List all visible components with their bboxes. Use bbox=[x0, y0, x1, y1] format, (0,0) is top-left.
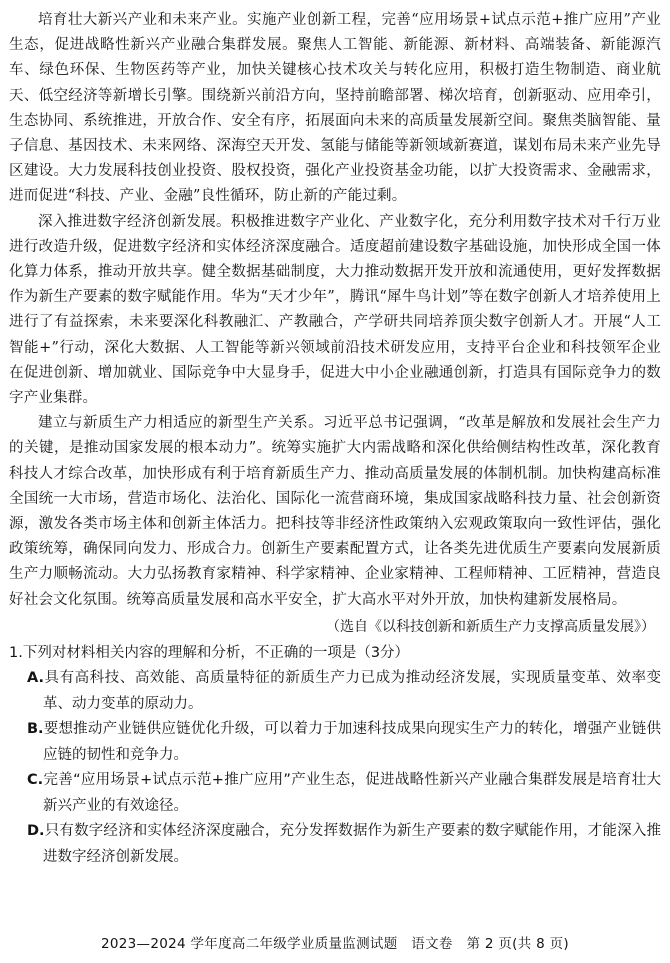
source-citation: （选自《以科技创新和新质生产力支撑高质量发展》） bbox=[326, 618, 655, 635]
question-1 bbox=[9, 641, 661, 871]
option-b[interactable] bbox=[9, 717, 661, 768]
option-text: 完善“应用场景+试点示范+推广应用”产业生态，促进战略性新兴产业融合集群发展是培育壮大新兴产业的有效途径。 bbox=[43, 772, 661, 814]
option-letter: A. bbox=[27, 670, 44, 687]
option-letter: C. bbox=[27, 772, 44, 789]
page-footer: 2023—2024 学年度高二年级学业质量监测试题 语文卷 第 2 页(共 8 页) bbox=[101, 936, 569, 952]
option-d[interactable] bbox=[9, 819, 661, 870]
option-text: 只有数字经济和实体经济深度融合，充分发挥数据作为新生产要素的数字赋能作用，才能深入推进数字经济创新发展。 bbox=[43, 823, 661, 865]
option-a[interactable] bbox=[9, 666, 661, 717]
option-text: 要想推动产业链供应链优化升级，可以着力于加速科技成果向现实生产力的转化，增强产业链供应链的韧性和竞争力。 bbox=[43, 721, 661, 763]
option-text: 具有高科技、高效能、高质量特征的新质生产力已成为推动经济发展，实现质量变革、效率变革、动力变革的原动力。 bbox=[43, 670, 661, 712]
paragraph-emerging-industries: 培育壮大新兴产业和未来产业。实施产业创新工程，完善“应用场景+试点示范+推广应用”产业生态，促进战略性新兴产业融合集群发展。聚焦人工智能、新能源、新材料、高端装备、新能源汽车、绿色环保、生物医药等产业，加快关键核心技术攻关与转化应用，积极打造生物制造、商业航天、低空经济等新增长引擎。围绕新兴前沿方向，坚持前瞻部署、梯次培育，创新驱动、应用牵引，生态协同、系统推进，开放合作、安全有序，拓展面向未来的高质量发展新空间。聚焦类脑智能、量子信息、基因技术、未来网络、深海空天开发、氢能与储能等新领域新赛道，谋划布局未来产业先导区建设。大力发展科技创业投资、股权投资，强化产业投资基金功能，以扩大投资需求、金融需求，进而促进“科技、产业、金融”良性循环，防止新的产能过剩。 bbox=[9, 12, 661, 205]
question-stem: 1.下列对材料相关内容的理解和分析，不正确的一项是（3分） bbox=[9, 644, 410, 661]
paragraph-digital-economy: 深入推进数字经济创新发展。积极推进数字产业化、产业数字化，充分利用数字技术对千行万业进行改造升级，促进数字经济和实体经济深度融合。适度超前建设数字基础设施，加快形成全国一体化算力体系，推动开放共享。健全数据基础制度，大力推动数据开发开放和流通使用，更好发挥数据作为新生产要素的数字赋能作用。华为“天才少年”，腾讯“犀牛鸟计划”等在数字创新人才培养使用上进行了有益探索，未来要深化科教融汇、产教融合，产学研共同培养顶尖数字创新人才。开展“人工智能+”行动，深化大数据、人工智能等新兴领域前沿技术研发应用，支持平台企业和科技领军企业在促进创新、增加就业、国际竞争中大显身手，促进大中小企业融通创新，打造具有国际竞争力的数字产业集群。 bbox=[9, 213, 661, 407]
option-letter: D. bbox=[27, 823, 45, 840]
option-c[interactable] bbox=[9, 768, 661, 819]
paragraph-production-relations: 建立与新质生产力相适应的新型生产关系。习近平总书记强调，“改革是解放和发展社会生产力的关键，是推动国家发展的根本动力”。统筹实施扩大内需战略和深化供给侧结构性改革，深化教育科技人才综合改革，加快形成有利于培育新质生产力、推动高质量发展的体制机制。加快构建高标准全国统一大市场，营造市场化、法治化、国际化一流营商环境，集成国家战略科技力量、社会创新资源，激发各类市场主体和创新主体活力。把科技等非经济性政策纳入宏观政策取向一致性评估，强化政策统筹，确保同向发力、形成合力。创新生产要素配置方式，让各类先进优质生产要素向发展新质生产力顺畅流动。大力弘扬教育家精神、科学家精神、企业家精神、工程师精神、工匠精神，营造良好社会文化氛围。统筹高质量发展和高水平安全，扩大高水平对外开放，加快构建新发展格局。 bbox=[9, 415, 661, 608]
option-letter: B. bbox=[27, 721, 44, 738]
